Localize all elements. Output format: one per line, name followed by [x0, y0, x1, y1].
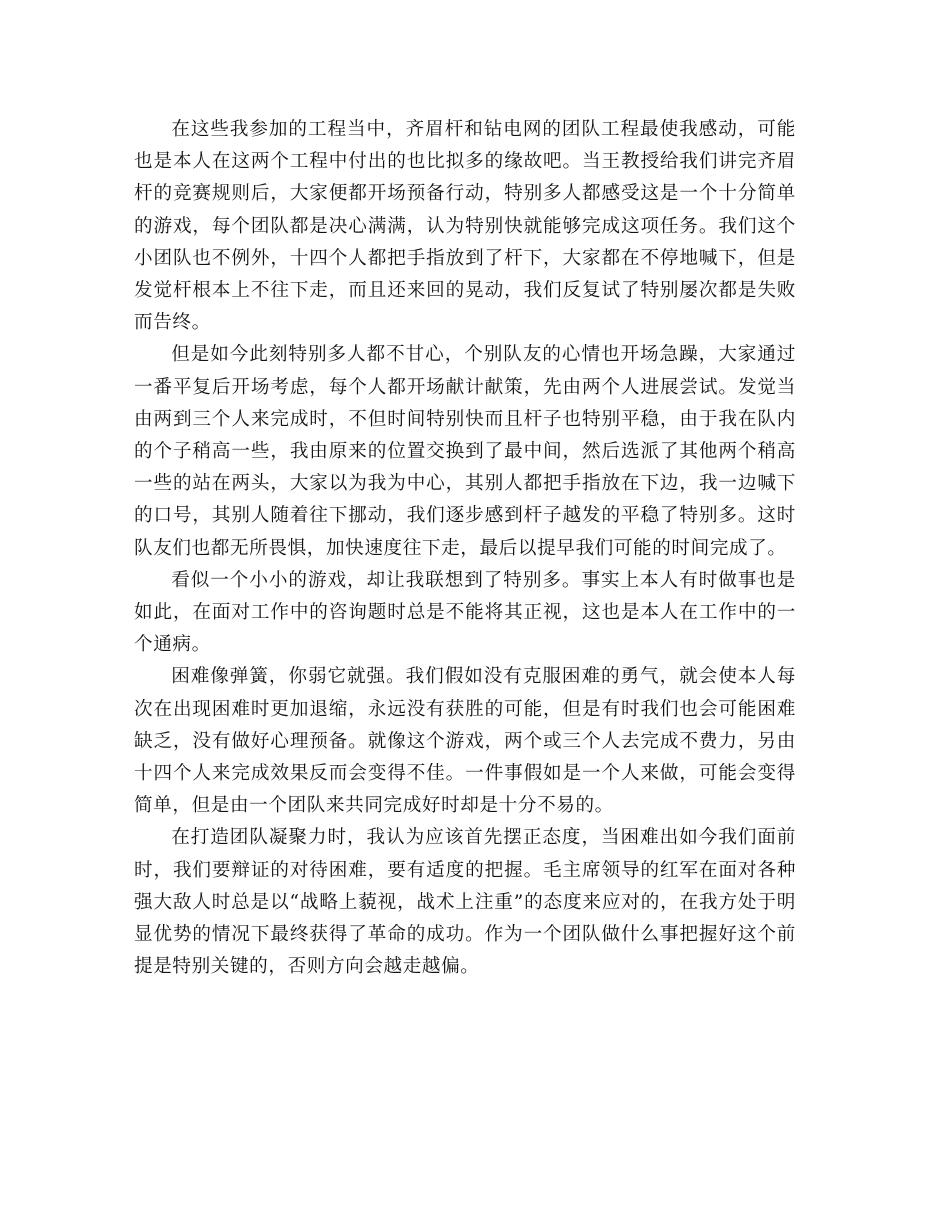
paragraph-5: 在打造团队凝聚力时，我认为应该首先摆正态度，当困难出如今我们面前时，我们要辩证的对待困难，要有适度的把握。毛主席领导的红军在面对各种强大敌人时总是以“战略上藐视，战术上注重”的态度来应对的，在我方处于明显优势的情况下最终获得了革命的成功。作为一个团队做什么事把握好这个前提是特别关键的，否则方向会越走越偏。 — [134, 827, 796, 978]
paragraph-1: 在这些我参加的工程当中，齐眉杆和钻电网的团队工程最使我感动，可能也是本人在这两个工程中付出的也比拟多的缘故吧。当王教授给我们讲完齐眉杆的竞赛规则后，大家便都开场预备行动，特别多人都感受这是一个十分简单的游戏，每个团队都是决心满满，认为特别快就能够完成这项任务。我们这个小团队也不例外，十四个人都把手指放到了杆下，大家都在不停地喊下，但是发觉杆根本上不往下走，而且还来回的晃动，我们反复试了特别屡次都是失败而告终。 — [134, 119, 796, 334]
document-body — [134, 114, 796, 983]
paragraph-2: 但是如今此刻特别多人都不甘心，个别队友的心情也开场急躁，大家通过一番平复后开场考虑，每个人都开场献计献策，先由两个人进展尝试。发觉当由两到三个人来完成时，不但时间特别快而且杆子也特别平稳，由于我在队内的个子稍高一些，我由原来的位置交换到了最中间，然后选派了其他两个稍高一些的站在两头，大家以为我为中心，其别人都把手指放在下边，我一边喊下的口号，其别人随着往下挪动，我们逐步感到杆子越发的平稳了特别多。这时队友们也都无所畏惧，加快速度往下走，最后以提早我们可能的时间完成了。 — [134, 344, 796, 559]
paragraph-3: 看似一个小小的游戏，却让我联想到了特别多。事实上本人有时做事也是如此，在面对工作中的咨询题时总是不能将其正视，这也是本人在工作中的一个通病。 — [134, 569, 796, 656]
paragraph-4: 困难像弹簧，你弱它就强。我们假如没有克服困难的勇气，就会使本人每次在出现困难时更加退缩，永远没有获胜的可能，但是有时我们也会可能困难缺乏，没有做好心理预备。就像这个游戏，两个或三个人去完成不费力，另由十四个人来完成效果反而会变得不佳。一件事假如是一个人来做，可能会变得简单，但是由一个团队来共同完成好时却是十分不易的。 — [134, 666, 796, 817]
